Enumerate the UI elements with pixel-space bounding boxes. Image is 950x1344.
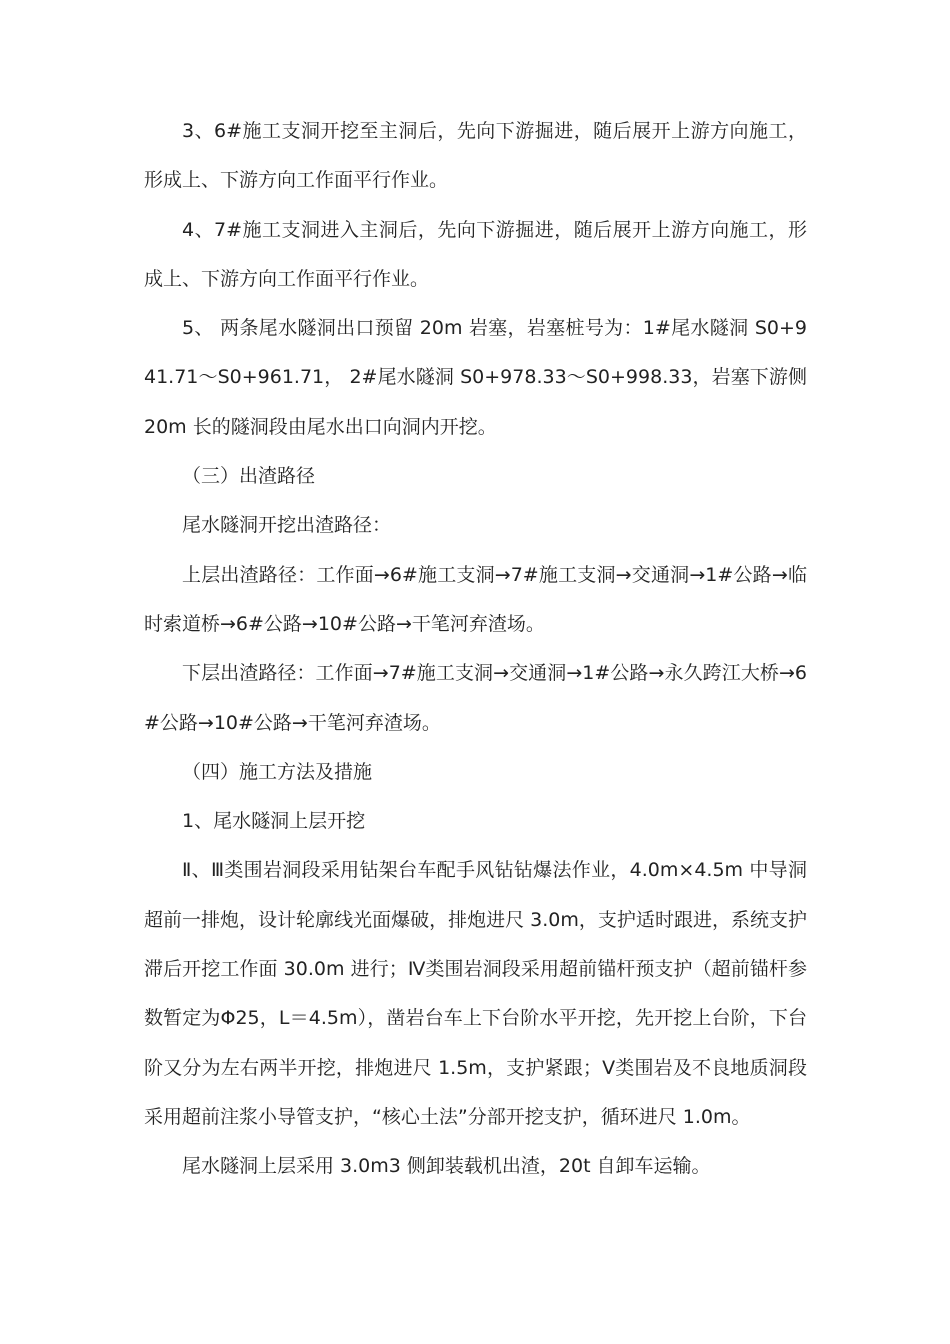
paragraph-muck-route-intro: 尾水隧洞开挖出渣路径：	[182, 514, 392, 537]
subheading-upper-excavation: 1、尾水隧洞上层开挖	[182, 810, 366, 833]
paragraph-construction-step-3: 3、6#施工支洞开挖至主洞后，先向下游掘进，随后展开上游方向施工，形成上、下游方向工作面平行作业。	[144, 120, 807, 192]
paragraph-lower-muck-route: 下层出渣路径：工作面→7#施工支洞→交通洞→1#公路→永久跨江大桥→6#公路→10#公路→干笔河弃渣场。	[144, 662, 807, 734]
paragraph-excavation-method: Ⅱ、Ⅲ类围岩洞段采用钻架台车配手风钻钻爆法作业，4.0m×4.5m 中导洞超前一排炮，设计轮廓线光面爆破，排炮进尺 3.0m，支护适时跟进，系统支护滞后开挖工作面 30.0m 进行；Ⅳ类围岩洞段采用超前锚杆预支护（超前锚杆参数暂定为Φ25，L＝4.5m），凿岩台车上下台阶水平开挖，先开挖上台阶，下台阶又分为左右两半开挖，排炮进尺 1.5m，支护紧跟；Ⅴ类围岩及不良地质洞段采用超前注浆小导管支护，“核心土法”分部开挖支护，循环进尺 1.0m。	[144, 859, 807, 1128]
document-body	[144, 107, 807, 1192]
section-heading-methods: （四）施工方法及措施	[182, 760, 373, 783]
section-heading-muck-route: （三）出渣路径	[182, 465, 316, 488]
paragraph-construction-step-4: 4、7#施工支洞进入主洞后，先向下游掘进，随后展开上游方向施工，形成上、下游方向工作面平行作业。	[144, 218, 807, 290]
paragraph-mucking-equipment: 尾水隧洞上层采用 3.0m3 侧卸装载机出渣，20t 自卸车运输。	[182, 1155, 711, 1178]
paragraph-upper-muck-route: 上层出渣路径：工作面→6#施工支洞→7#施工支洞→交通洞→1#公路→临时索道桥→6#公路→10#公路→干笔河弃渣场。	[144, 563, 807, 635]
paragraph-rock-plug: 5、 两条尾水隧洞出口预留 20m 岩塞，岩塞桩号为：1#尾水隧洞 S0+941.71～S0+961.71， 2#尾水隧洞 S0+978.33～S0+998.33，岩塞下游侧 20m 长的隧洞段由尾水出口向洞内开挖。	[144, 317, 807, 438]
